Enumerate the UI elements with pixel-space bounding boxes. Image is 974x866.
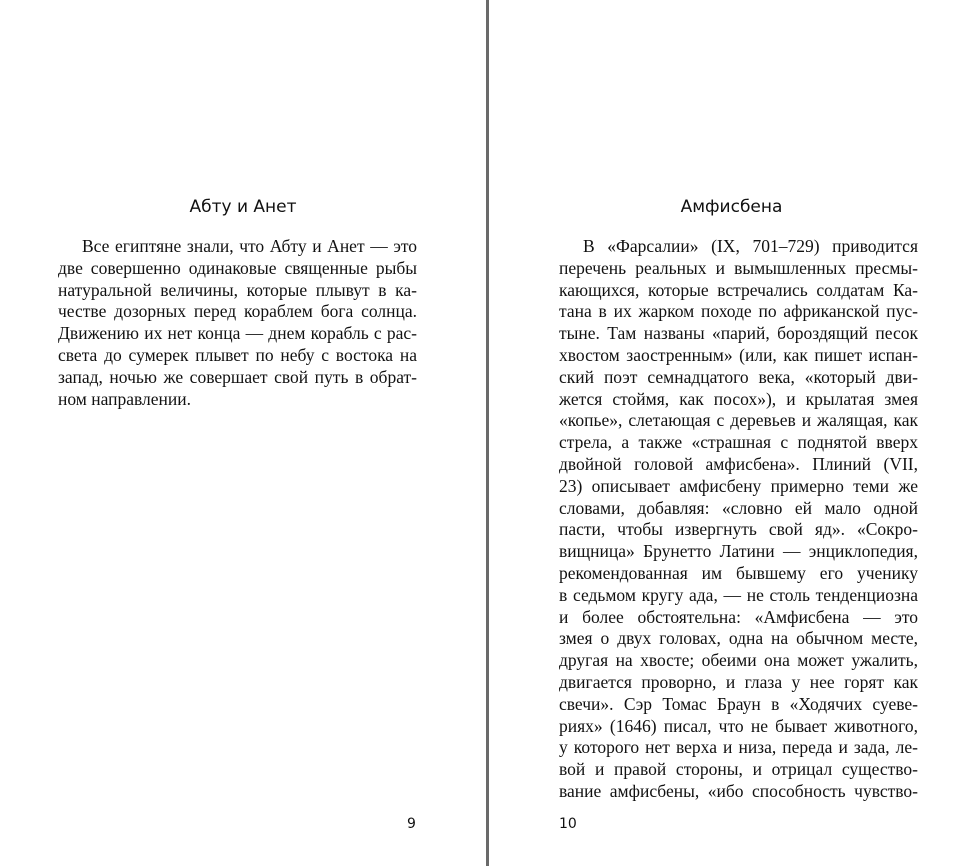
- text-line: В «Фарсалии» (IX, 701–729) приводится: [583, 236, 918, 256]
- text-line: пасти, чтобы извергнуть свой яд». «Сокро-: [559, 519, 918, 540]
- text-line: ном направлении.: [58, 388, 192, 409]
- text-line: другая на хвосте; обеими она может ужалить,: [559, 650, 918, 671]
- text-line: словами, добавляя: «словно ей мало одной: [559, 497, 918, 518]
- text-line: двойной головой амфисбена». Плиний (VII,: [559, 453, 918, 474]
- text-line: вание амфисбены, «ибо способность чувство-: [559, 780, 918, 801]
- text-line: змея о двух головах, одна на обычном месте,: [559, 628, 918, 649]
- page-number: 9: [407, 816, 416, 832]
- left-page-body: [58, 236, 417, 410]
- text-line: кающихся, которые встречались солдатам Ка-: [559, 279, 918, 300]
- text-line: хвостом заостренным» (или, как пишет испан-: [559, 344, 918, 365]
- right-page-body: [559, 236, 918, 803]
- right-page: [489, 0, 974, 866]
- text-line: вищница» Брунетто Латини — энциклопедия,: [559, 541, 918, 562]
- text-line: Движению их нет конца — днем корабль с рас-: [58, 323, 417, 344]
- page-number: 10: [559, 816, 577, 832]
- text-line: ский поэт семнадцатого века, «который дви-: [559, 366, 918, 387]
- text-line: запад, ночью же совершает свой путь в обрат-: [58, 366, 417, 387]
- text-line: честве дозорных перед кораблем бога солнца.: [58, 301, 417, 322]
- left-page: [0, 0, 486, 866]
- text-line: двигается проворно, и глаза у нее горят как: [559, 671, 918, 692]
- text-line: «копье», слетающая с деревьев и жалящая, как: [559, 410, 918, 431]
- text-line: вой и правой стороны, и отрицал существо-: [559, 759, 918, 780]
- left-page-heading: Абту и Анет: [189, 197, 297, 217]
- text-line: натуральной величины, которые плывут в ка-: [58, 279, 417, 300]
- text-line: рекомендованная им бывшему его ученику: [559, 562, 918, 583]
- text-line: 23) описывает амфисбену примерно теми же: [559, 475, 918, 496]
- text-line: тыне. Там названы «парий, бороздящий песок: [559, 323, 918, 344]
- text-line: в седьмом кругу ада, — не столь тенденциозна: [559, 584, 918, 605]
- text-line: тана в их жарком походе по африканской пус-: [559, 301, 918, 322]
- right-page-heading: Амфисбена: [680, 197, 783, 217]
- text-line: света до сумерек плывет по небу с востока на: [58, 344, 417, 365]
- text-line: у которого нет верха и низа, переда и зада, ле-: [559, 737, 918, 758]
- text-line: перечень реальных и вымышленных пресмы-: [559, 257, 918, 278]
- text-line: жется стоймя, как посох»), и крылатая змея: [559, 388, 918, 409]
- text-line: и более обстоятельна: «Амфисбена — это: [559, 606, 918, 627]
- text-line: стрела, а также «страшная с поднятой вверх: [559, 432, 918, 453]
- text-line: Все египтяне знали, что Абту и Анет — это: [82, 236, 417, 256]
- text-line: свечи». Сэр Томас Браун в «Ходячих суеве-: [559, 693, 918, 714]
- text-line: риях» (1646) писал, что не бывает животного,: [559, 715, 918, 736]
- text-line: две совершенно одинаковые священные рыбы: [58, 257, 417, 278]
